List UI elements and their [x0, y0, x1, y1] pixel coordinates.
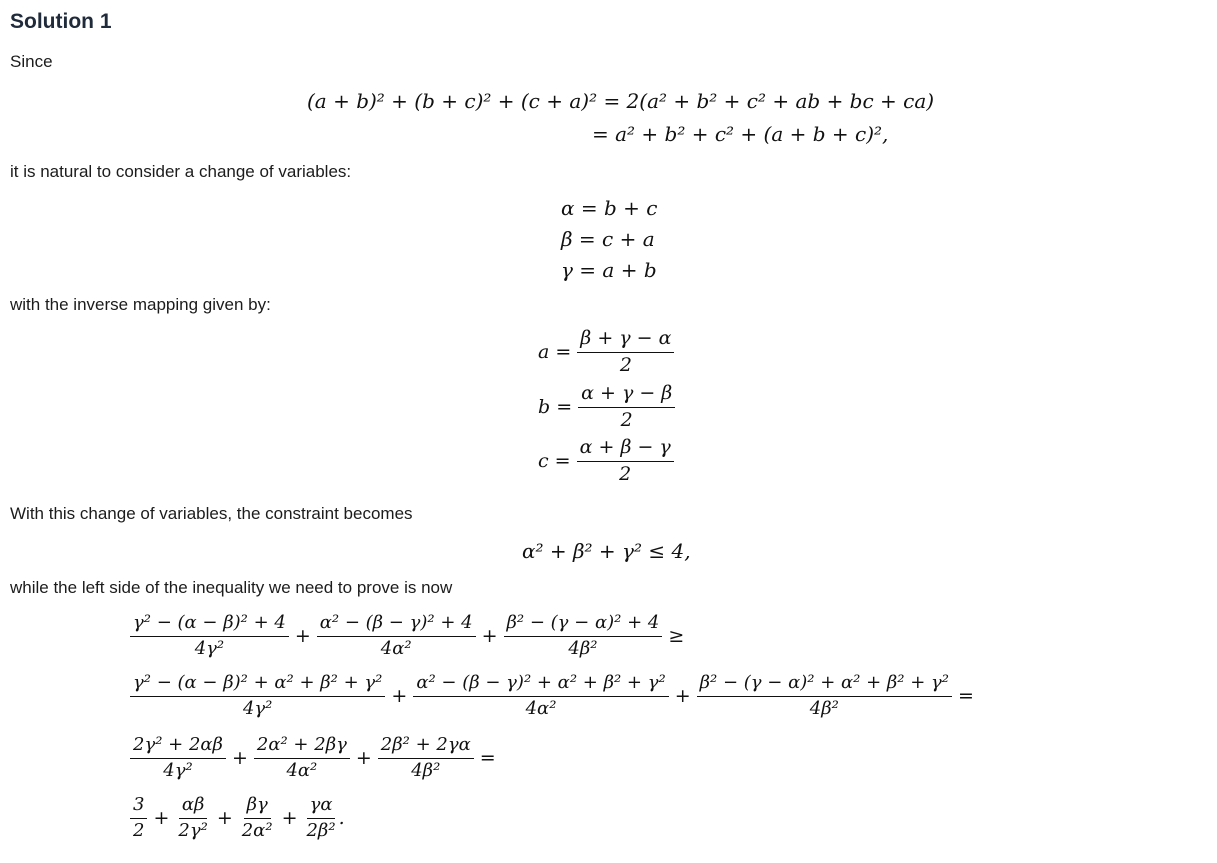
line1-fraction-2-denominator: 4α² [380, 637, 412, 659]
inverse-b-fraction [578, 383, 675, 432]
line3-fraction-1-numerator: 2γ² + 2αβ [130, 735, 226, 759]
line4-fraction-0-denominator: 2 [133, 819, 145, 841]
line2-fraction-3 [697, 673, 952, 719]
line4-fraction-2-denominator: 2α² [241, 819, 273, 841]
line1-fraction-3 [504, 613, 663, 659]
paragraph-change-of-variables: it is natural to consider a change of variables: [10, 162, 352, 181]
line1-fraction-2 [317, 613, 476, 659]
line4-fraction-3-denominator: 2β² [306, 819, 336, 841]
line2-fraction-2-numerator: α² − (β − γ)² + α² + β² + γ² [413, 673, 668, 697]
substitution-alpha: α = b + c [561, 196, 658, 220]
line4-fraction-3 [303, 795, 338, 841]
line2-fraction-3-numerator: β² − (γ − α)² + α² + β² + γ² [697, 673, 952, 697]
line4-fraction-2-numerator: βγ [244, 795, 271, 819]
line3-fraction-2-numerator: 2α² + 2βγ [254, 735, 350, 759]
inequality-line-2 [130, 673, 980, 719]
line3-fraction-3-denominator: 4β² [411, 759, 441, 781]
plus-sign: + [281, 807, 298, 830]
inverse-b-denominator: 2 [620, 408, 633, 431]
plus-sign: + [355, 747, 372, 770]
line4-fraction-0 [130, 795, 147, 841]
inverse-a-denominator: 2 [619, 353, 632, 376]
inverse-b-numerator: α + γ − β [578, 383, 675, 408]
identity-equation-line1: (a + b)² + (b + c)² + (c + a)² = 2(a² + b² + c² + ab + bc + ca) [307, 89, 935, 113]
inverse-c-fraction [577, 437, 674, 486]
line1-fraction-3-denominator: 4β² [568, 637, 598, 659]
paragraph-inverse-mapping: with the inverse mapping given by: [10, 295, 271, 314]
plus-sign: + [674, 685, 691, 708]
line1-fraction-3-numerator: β² − (γ − α)² + 4 [504, 613, 663, 637]
line1-fraction-1-numerator: γ² − (α − β)² + 4 [130, 613, 289, 637]
inequality-line-1 [130, 613, 690, 659]
line2-fraction-2-denominator: 4α² [525, 697, 557, 719]
plus-sign: + [216, 807, 233, 830]
line2-fraction-1-denominator: 4γ² [242, 697, 273, 719]
relation-equals: = [958, 685, 974, 708]
plus-sign: + [294, 625, 311, 648]
inverse-a-lhs: a = [538, 341, 572, 364]
inverse-b-lhs: b = [538, 396, 573, 419]
solution-title: Solution 1 [10, 10, 112, 33]
plus-sign: + [481, 625, 498, 648]
line3-fraction-3 [378, 735, 474, 781]
line2-fraction-2 [413, 673, 668, 719]
plus-sign: + [153, 807, 170, 830]
line4-fraction-1-numerator: αβ [179, 795, 208, 819]
relation-geq: ≥ [668, 625, 685, 648]
line1-fraction-2-numerator: α² − (β − γ)² + 4 [317, 613, 476, 637]
line1-fraction-1 [130, 613, 289, 659]
constraint-equation: α² + β² + γ² ≤ 4, [522, 539, 691, 563]
line3-fraction-1 [130, 735, 226, 781]
plus-sign: + [391, 685, 408, 708]
plus-sign: + [231, 747, 248, 770]
line4-fraction-2 [239, 795, 276, 841]
line3-fraction-2-denominator: 4α² [286, 759, 318, 781]
line2-fraction-3-denominator: 4β² [809, 697, 839, 719]
inverse-c-numerator: α + β − γ [577, 437, 674, 462]
substitution-gamma: γ = a + b [561, 258, 657, 282]
substitution-beta: β = c + a [561, 227, 655, 251]
paragraph-constraint-intro: With this change of variables, the constraint becomes [10, 504, 413, 523]
identity-equation-line2: = a² + b² + c² + (a + b + c)², [592, 122, 889, 146]
line4-fraction-1 [175, 795, 210, 841]
inverse-a-numerator: β + γ − α [577, 328, 674, 353]
line3-fraction-2 [254, 735, 350, 781]
inverse-c-lhs: c = [538, 450, 571, 473]
paragraph-since: Since [10, 52, 53, 71]
final-period: . [338, 807, 345, 830]
line2-fraction-1 [130, 673, 385, 719]
inequality-line-3 [130, 735, 502, 781]
inverse-a-equation [538, 328, 674, 377]
inverse-b-equation [538, 383, 675, 432]
line3-fraction-1-denominator: 4γ² [163, 759, 193, 781]
line3-fraction-3-numerator: 2β² + 2γα [378, 735, 474, 759]
relation-equals: = [479, 747, 496, 770]
line1-fraction-1-denominator: 4γ² [194, 637, 225, 659]
inverse-a-fraction [577, 328, 674, 377]
line4-fraction-1-denominator: 2γ² [178, 819, 208, 841]
paragraph-left-side: while the left side of the inequality we need to prove is now [10, 578, 453, 597]
inverse-c-equation [538, 437, 674, 486]
inverse-c-denominator: 2 [619, 462, 632, 485]
line4-fraction-0-numerator: 3 [130, 795, 147, 819]
inequality-line-4 [130, 795, 345, 841]
line2-fraction-1-numerator: γ² − (α − β)² + α² + β² + γ² [130, 673, 385, 697]
line4-fraction-3-numerator: γα [307, 795, 336, 819]
